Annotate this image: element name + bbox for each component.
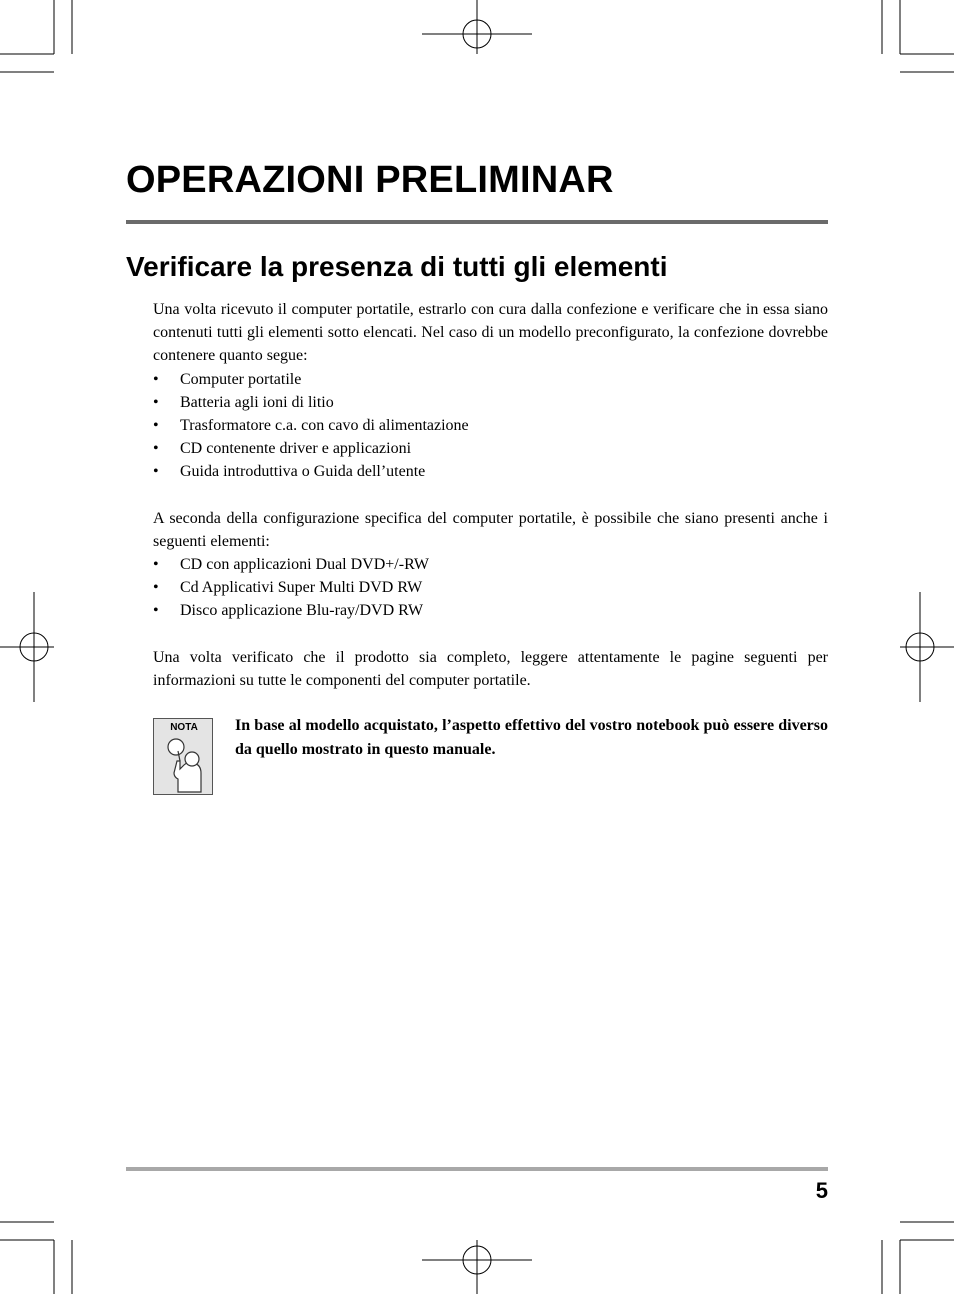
- list-item: [153, 576, 828, 599]
- list-item: [153, 368, 828, 391]
- list-item: [153, 414, 828, 437]
- page-content: [153, 298, 828, 692]
- paragraph-gap: [153, 623, 828, 646]
- bullet: •: [153, 556, 159, 574]
- list-item-text: Disco applicazione Blu-ray/DVD RW: [180, 602, 424, 620]
- bullet: •: [153, 417, 159, 435]
- list-item-text: Computer portatile: [180, 370, 302, 388]
- list-item: [153, 599, 828, 622]
- footer-rule: [126, 1167, 828, 1171]
- list-item-text: Batteria agli ioni di litio: [180, 393, 334, 411]
- list-item-text: Trasformatore c.a. con cavo di alimentazione: [180, 417, 469, 435]
- bullet: •: [153, 393, 159, 411]
- note-label: NOTA: [170, 722, 198, 733]
- bullet: •: [153, 463, 159, 481]
- optional-items-list: [153, 553, 828, 623]
- closing-paragraph: Una volta verificato che il prodotto sia completo, leggere attentamente le pagine seguenti per informazioni su tutte le componenti del computer portatile.: [153, 648, 828, 689]
- optional-paragraph: A seconda della configurazione specifica del computer portatile, è possibile che siano presenti anche i seguenti elementi:: [153, 509, 828, 550]
- title-rule: [126, 220, 828, 224]
- note-text: In base al modello acquistato, l’aspetto effettivo del vostro notebook può essere diverso da quello mostrato in questo manuale.: [235, 717, 828, 758]
- page-number: 5: [815, 1178, 828, 1203]
- list-item: [153, 391, 828, 414]
- paragraph-gap: [153, 484, 828, 507]
- note-badge: [153, 718, 213, 795]
- section-heading: Verificare la presenza di tutti gli elementi: [126, 251, 668, 282]
- list-item-text: Guida introduttiva o Guida dell’utente: [180, 463, 426, 481]
- list-item: [153, 460, 828, 483]
- bullet: •: [153, 370, 159, 388]
- pointing-person-icon: [164, 737, 204, 793]
- list-item: [153, 437, 828, 460]
- list-item-text: Cd Applicativi Super Multi DVD RW: [180, 579, 423, 597]
- list-item-text: CD contenente driver e applicazioni: [180, 440, 412, 458]
- bullet: •: [153, 579, 159, 597]
- bullet: •: [153, 602, 159, 620]
- list-item: [153, 553, 828, 576]
- list-item-text: CD con applicazioni Dual DVD+/-RW: [180, 556, 429, 574]
- bullet: •: [153, 440, 159, 458]
- intro-paragraph: Una volta ricevuto il computer portatile, estrarlo con cura dalla confezione e verificare che in essa siano contenuti tutti gli elementi sotto elencati. Nel caso di un modello preconfigurato, la confezione dovrebbe contenere quanto segue:: [153, 301, 828, 365]
- standard-items-list: [153, 368, 828, 484]
- page-title: OPERAZIONI PRELIMINAR: [126, 159, 614, 201]
